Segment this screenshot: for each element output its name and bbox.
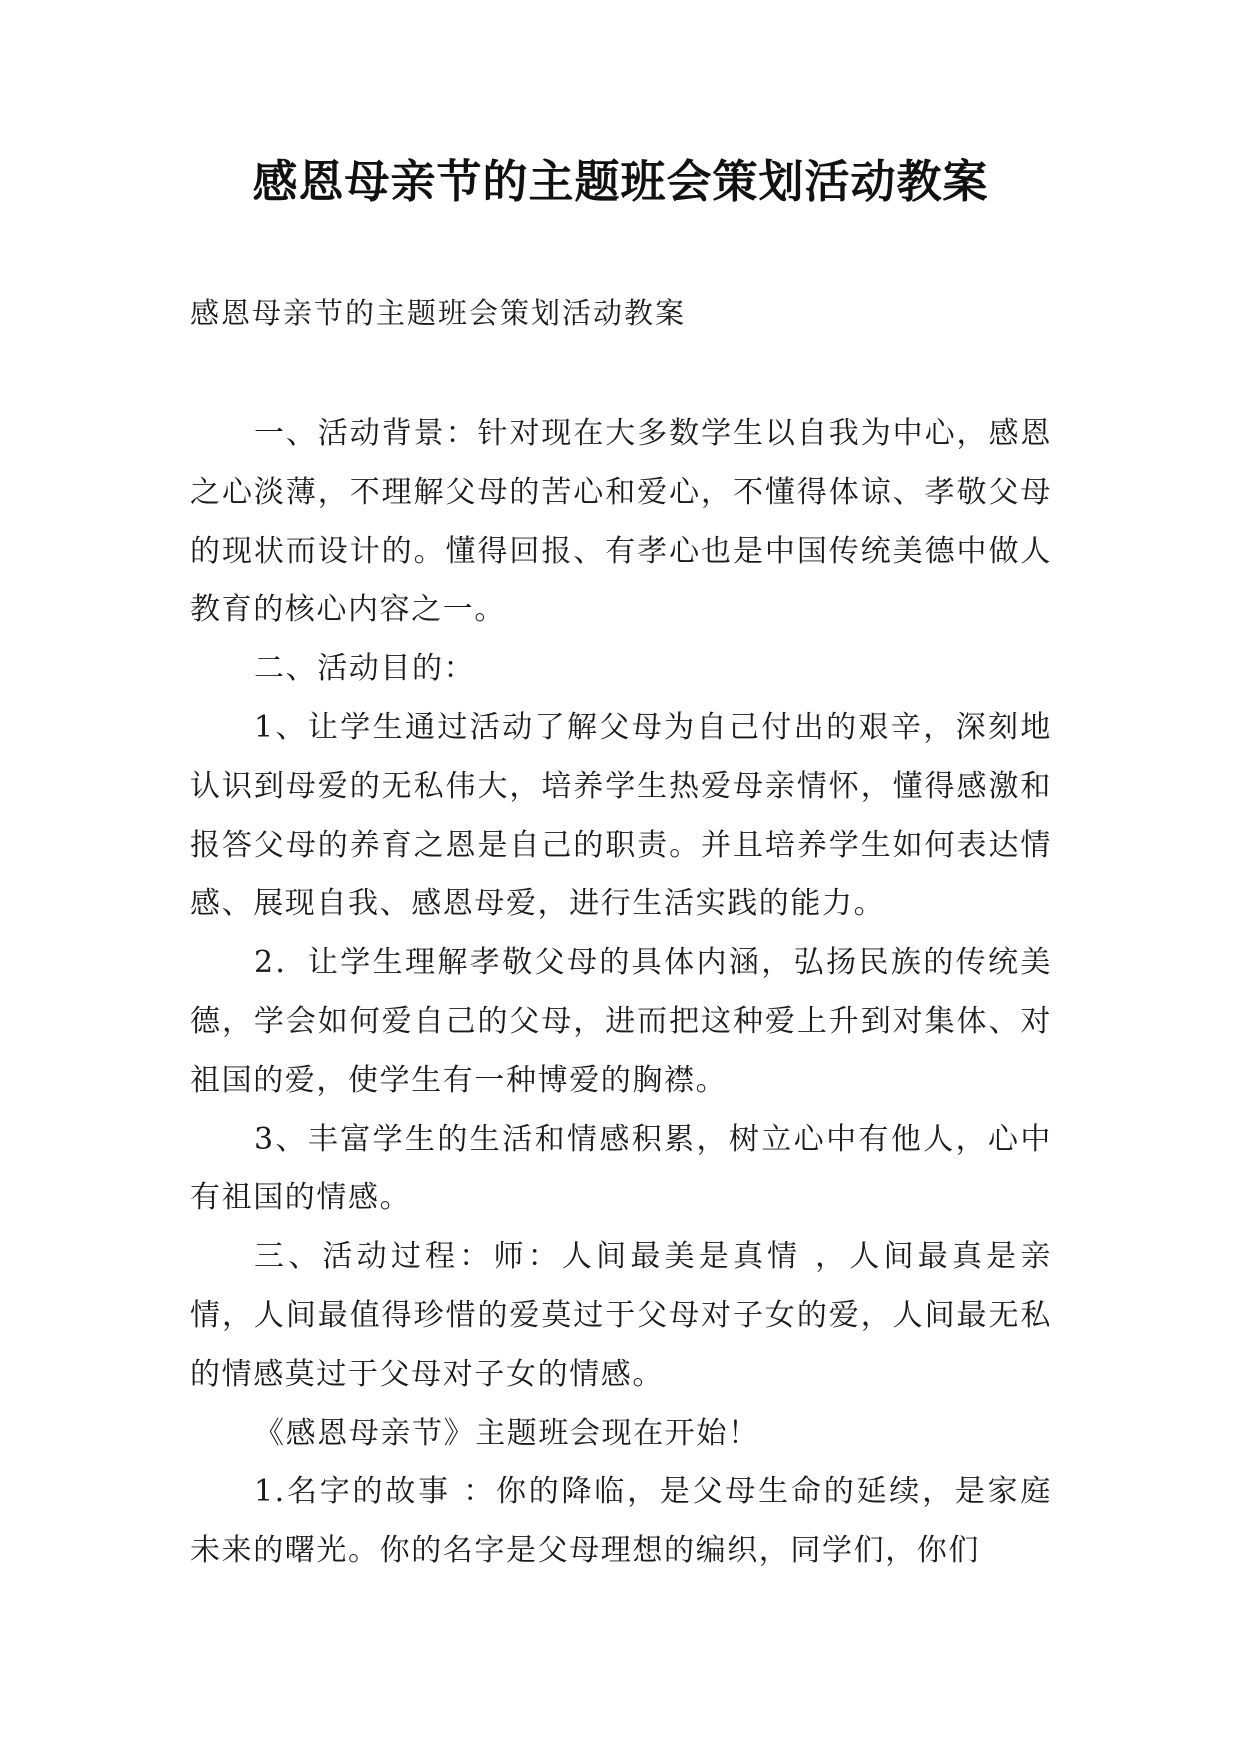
paragraph-name-story: 1.名字的故事 ：你的降临，是父母生命的延续，是家庭未来的曙光。你的名字是父母理想的编织，同学们，你们 [190, 1474, 1052, 1569]
document-subtitle: 感恩母亲节的主题班会策划活动教案 [190, 296, 687, 330]
paragraph-goal-1: 1、让学生通过活动了解父母为自己付出的艰辛，深刻地认识到母爱的无私伟大，培养学生热爱母亲情怀，懂得感激和报答父母的养育之恩是自己的职责。并且培养学生如何表达情感、展现自我、感恩母爱，进行生活实践的能力。 [190, 709, 1052, 922]
document-body [190, 405, 1052, 1581]
paragraph-goal-2: 2．让学生理解孝敬父母的具体内涵，弘扬民族的传统美德，学会如何爱自己的父母，进而把这种爱上升到对集体、对祖国的爱，使学生有一种博爱的胸襟。 [190, 945, 1052, 1098]
paragraph-goal-3: 3、丰富学生的生活和情感积累，树立心中有他人，心中有祖国的情感。 [190, 1121, 1052, 1216]
paragraph-goal-heading: 二、活动目的： [254, 651, 476, 687]
document-title: 感恩母亲节的主题班会策划活动教案 [252, 155, 989, 208]
paragraph-opening: 《感恩母亲节》主题班会现在开始！ [254, 1415, 760, 1451]
paragraph-background: 一、活动背景：针对现在大多数学生以自我为中心，感恩之心淡薄，不理解父母的苦心和爱心，不懂得体谅、孝敬父母的现状而设计的。懂得回报、有孝心也是中国传统美德中做人教育的核心内容之一。 [190, 416, 1052, 628]
paragraph-process: 三、活动过程：师：人间最美是真情 ，人间最真是亲情，人间最值得珍惜的爱莫过于父母对子女的爱，人间最无私的情感莫过于父母对子女的情感。 [190, 1239, 1052, 1392]
